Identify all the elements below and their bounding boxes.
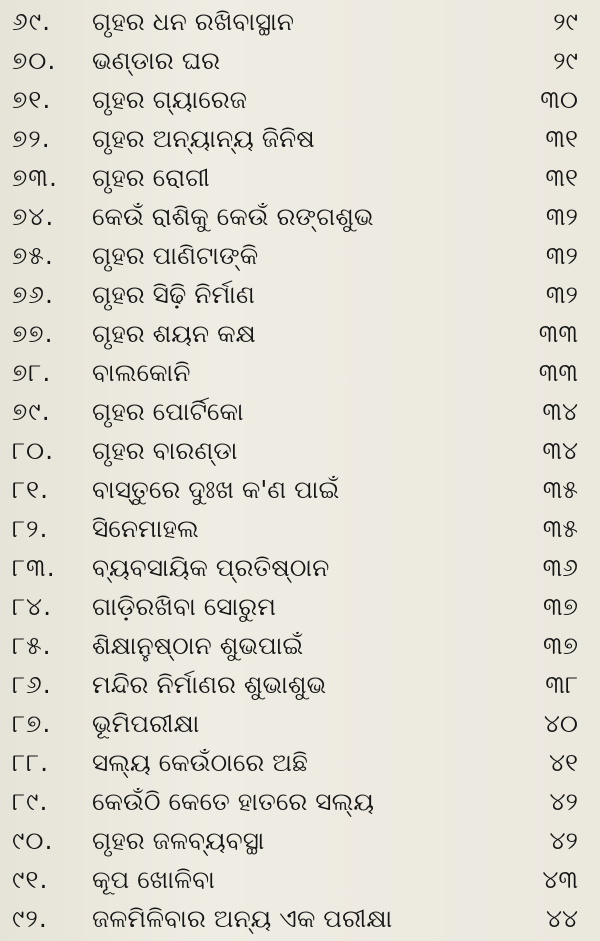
toc-entry: [0, 704, 600, 744]
toc-entry: [0, 587, 600, 627]
entry-number: ୭୮.: [12, 358, 52, 387]
entry-page-number: ୪୨: [549, 826, 578, 855]
entry-title: ଗୃହର ପାଣିଟାଙ୍କି: [92, 241, 259, 270]
entry-title: ଗୃହର ଧନ ରଖିବାସ୍ଥାନ: [92, 7, 295, 36]
toc-entry: [0, 353, 600, 393]
entry-number: ୮୫.: [12, 631, 52, 660]
entry-page-number: ୩୬: [542, 553, 578, 582]
entry-title: ବାସ୍ତୁରେ ଦୁଃଖ କ'ଣ ପାଇଁ: [92, 475, 340, 504]
entry-number: ୯୦.: [12, 826, 54, 855]
entry-page-number: ୪୦: [543, 709, 578, 738]
entry-title: ଭଣ୍ଡାର ଘର: [92, 46, 221, 75]
entry-number: ୮୧.: [12, 475, 50, 504]
entry-title: ଗୃହର ପୋର୍ଟିକୋ: [92, 397, 244, 426]
entry-page-number: ୩୧: [545, 163, 578, 192]
entry-title: ବାଲକୋନି: [92, 358, 191, 387]
toc-entry: [0, 626, 600, 666]
toc-entry: [0, 119, 600, 159]
toc-entry: [0, 197, 600, 237]
toc-entry: [0, 821, 600, 861]
entry-number: ୭୩.: [12, 163, 58, 192]
entry-page-number: ୩୪: [542, 397, 578, 426]
toc-entry: [0, 158, 600, 198]
entry-number: ୮୭.: [12, 709, 52, 738]
entry-number: ୭୪.: [12, 202, 55, 231]
entry-page-number: ୩୫: [542, 475, 578, 504]
entry-title: ଗୃହର ଅନ୍ୟାନ୍ୟ ଜିନିଷ: [92, 124, 315, 153]
entry-number: ୭୯.: [12, 397, 51, 426]
entry-page-number: ୩୭: [543, 631, 578, 660]
entry-title: ଗୃହର ବାରଣ୍ଡା: [92, 436, 238, 465]
entry-title: ଗାଡ଼ିରଖିବା ସୋରୁମ: [92, 592, 276, 621]
entry-number: ୮୯.: [12, 787, 49, 816]
entry-page-number: ୩୫: [542, 514, 578, 543]
entry-page-number: ୩୦: [540, 85, 578, 114]
entry-number: ୮୪.: [12, 592, 53, 621]
entry-number: ୭୨.: [12, 124, 51, 153]
entry-number: ୮୩.: [12, 553, 56, 582]
toc-entry: [0, 41, 600, 81]
entry-page-number: ୩୩: [538, 358, 578, 387]
entry-title: କେଉଁ ରାଶିକୁ କେଉଁ ରଙ୍ଗଶୁଭ: [92, 202, 374, 231]
toc-entry: [0, 509, 600, 549]
entry-page-number: ୩୮: [545, 670, 578, 699]
entry-page-number: ୪୧: [548, 748, 578, 777]
toc-entry: [0, 2, 600, 42]
entry-page-number: ୨୯: [553, 46, 578, 75]
toc-entry: [0, 470, 600, 510]
entry-number: ୯୨.: [12, 904, 48, 933]
entry-title: ମନ୍ଦିର ନିର୍ମାଣର ଶୁଭାଶୁଭ: [92, 670, 327, 699]
entry-title: ଗୃହର ଶୟନ କକ୍ଷ: [92, 319, 256, 348]
toc-entry: [0, 743, 600, 783]
toc-entry: [0, 860, 600, 900]
entry-title: ବ୍ୟବସାୟିକ ପ୍ରତିଷ୍ଠାନ: [92, 553, 330, 582]
entry-title: କୂପ ଖୋଳିବା: [92, 865, 215, 894]
entry-number: ୮୮.: [12, 748, 50, 777]
entry-number: ୬୯.: [12, 7, 52, 36]
toc-entry: [0, 665, 600, 705]
entry-number: ୭୭.: [12, 319, 54, 348]
entry-title: ସିନେମାହଲ: [92, 514, 199, 543]
entry-number: ୮୨.: [12, 514, 49, 543]
entry-title: ଶିକ୍ଷାନୁଷ୍ଠାନ ଶୁଭପାଇଁ: [92, 631, 304, 660]
entry-title: ଗୃହର ଗ୍ୟାରେଜ: [92, 85, 247, 114]
entry-page-number: ୩୧: [545, 124, 578, 153]
entry-page-number: ୩୭: [543, 592, 578, 621]
entry-title: ଜଳମିଳିବାର ଅନ୍ୟ ଏକ ପରୀକ୍ଷା: [92, 904, 393, 933]
toc-entry: [0, 314, 600, 354]
toc-entry: [0, 80, 600, 120]
toc-entry: [0, 236, 600, 276]
entry-number: ୭୬.: [12, 280, 54, 309]
entry-title: ଭୂମିପରୀକ୍ଷା: [92, 709, 200, 738]
toc-entry: [0, 431, 600, 471]
toc-entry: [0, 275, 600, 315]
entry-title: ଗୃହର ଜଳବ୍ୟବସ୍ଥା: [92, 826, 265, 855]
toc-entry: [0, 548, 600, 588]
entry-page-number: ୪୨: [549, 787, 578, 816]
entry-page-number: ୪୪: [545, 904, 578, 933]
entry-title: ଗୃହର ସିଢ଼ି ନିର୍ମାଣ: [92, 280, 255, 309]
entry-number: ୮୬.: [12, 670, 52, 699]
entry-number: ୭୦.: [12, 46, 57, 75]
entry-page-number: ୩୨: [545, 280, 578, 309]
toc-entry: [0, 392, 600, 432]
toc-entry: [0, 782, 600, 822]
entry-page-number: ୩୨: [545, 241, 578, 270]
entry-title: ଗୃହର ରୋଗୀ: [92, 163, 210, 192]
toc-entry: [0, 899, 600, 939]
entry-title: ସଲ୍ୟ କେଉଁଠାରେ ଅଛି: [92, 748, 308, 777]
entry-number: ୮୦.: [12, 436, 55, 465]
entry-page-number: ୪୩: [542, 865, 578, 894]
entry-number: ୭୫.: [12, 241, 54, 270]
entry-page-number: ୩୩: [538, 319, 578, 348]
entry-title: କେଉଁଠି କେତେ ହାତରେ ସଲ୍ୟ: [92, 787, 374, 816]
entry-number: ୯୧.: [12, 865, 49, 894]
entry-page-number: ୩୨: [545, 202, 578, 231]
entry-page-number: ୩୪: [542, 436, 578, 465]
entry-number: ୭୧.: [12, 85, 52, 114]
entry-page-number: ୨୯: [553, 7, 578, 36]
